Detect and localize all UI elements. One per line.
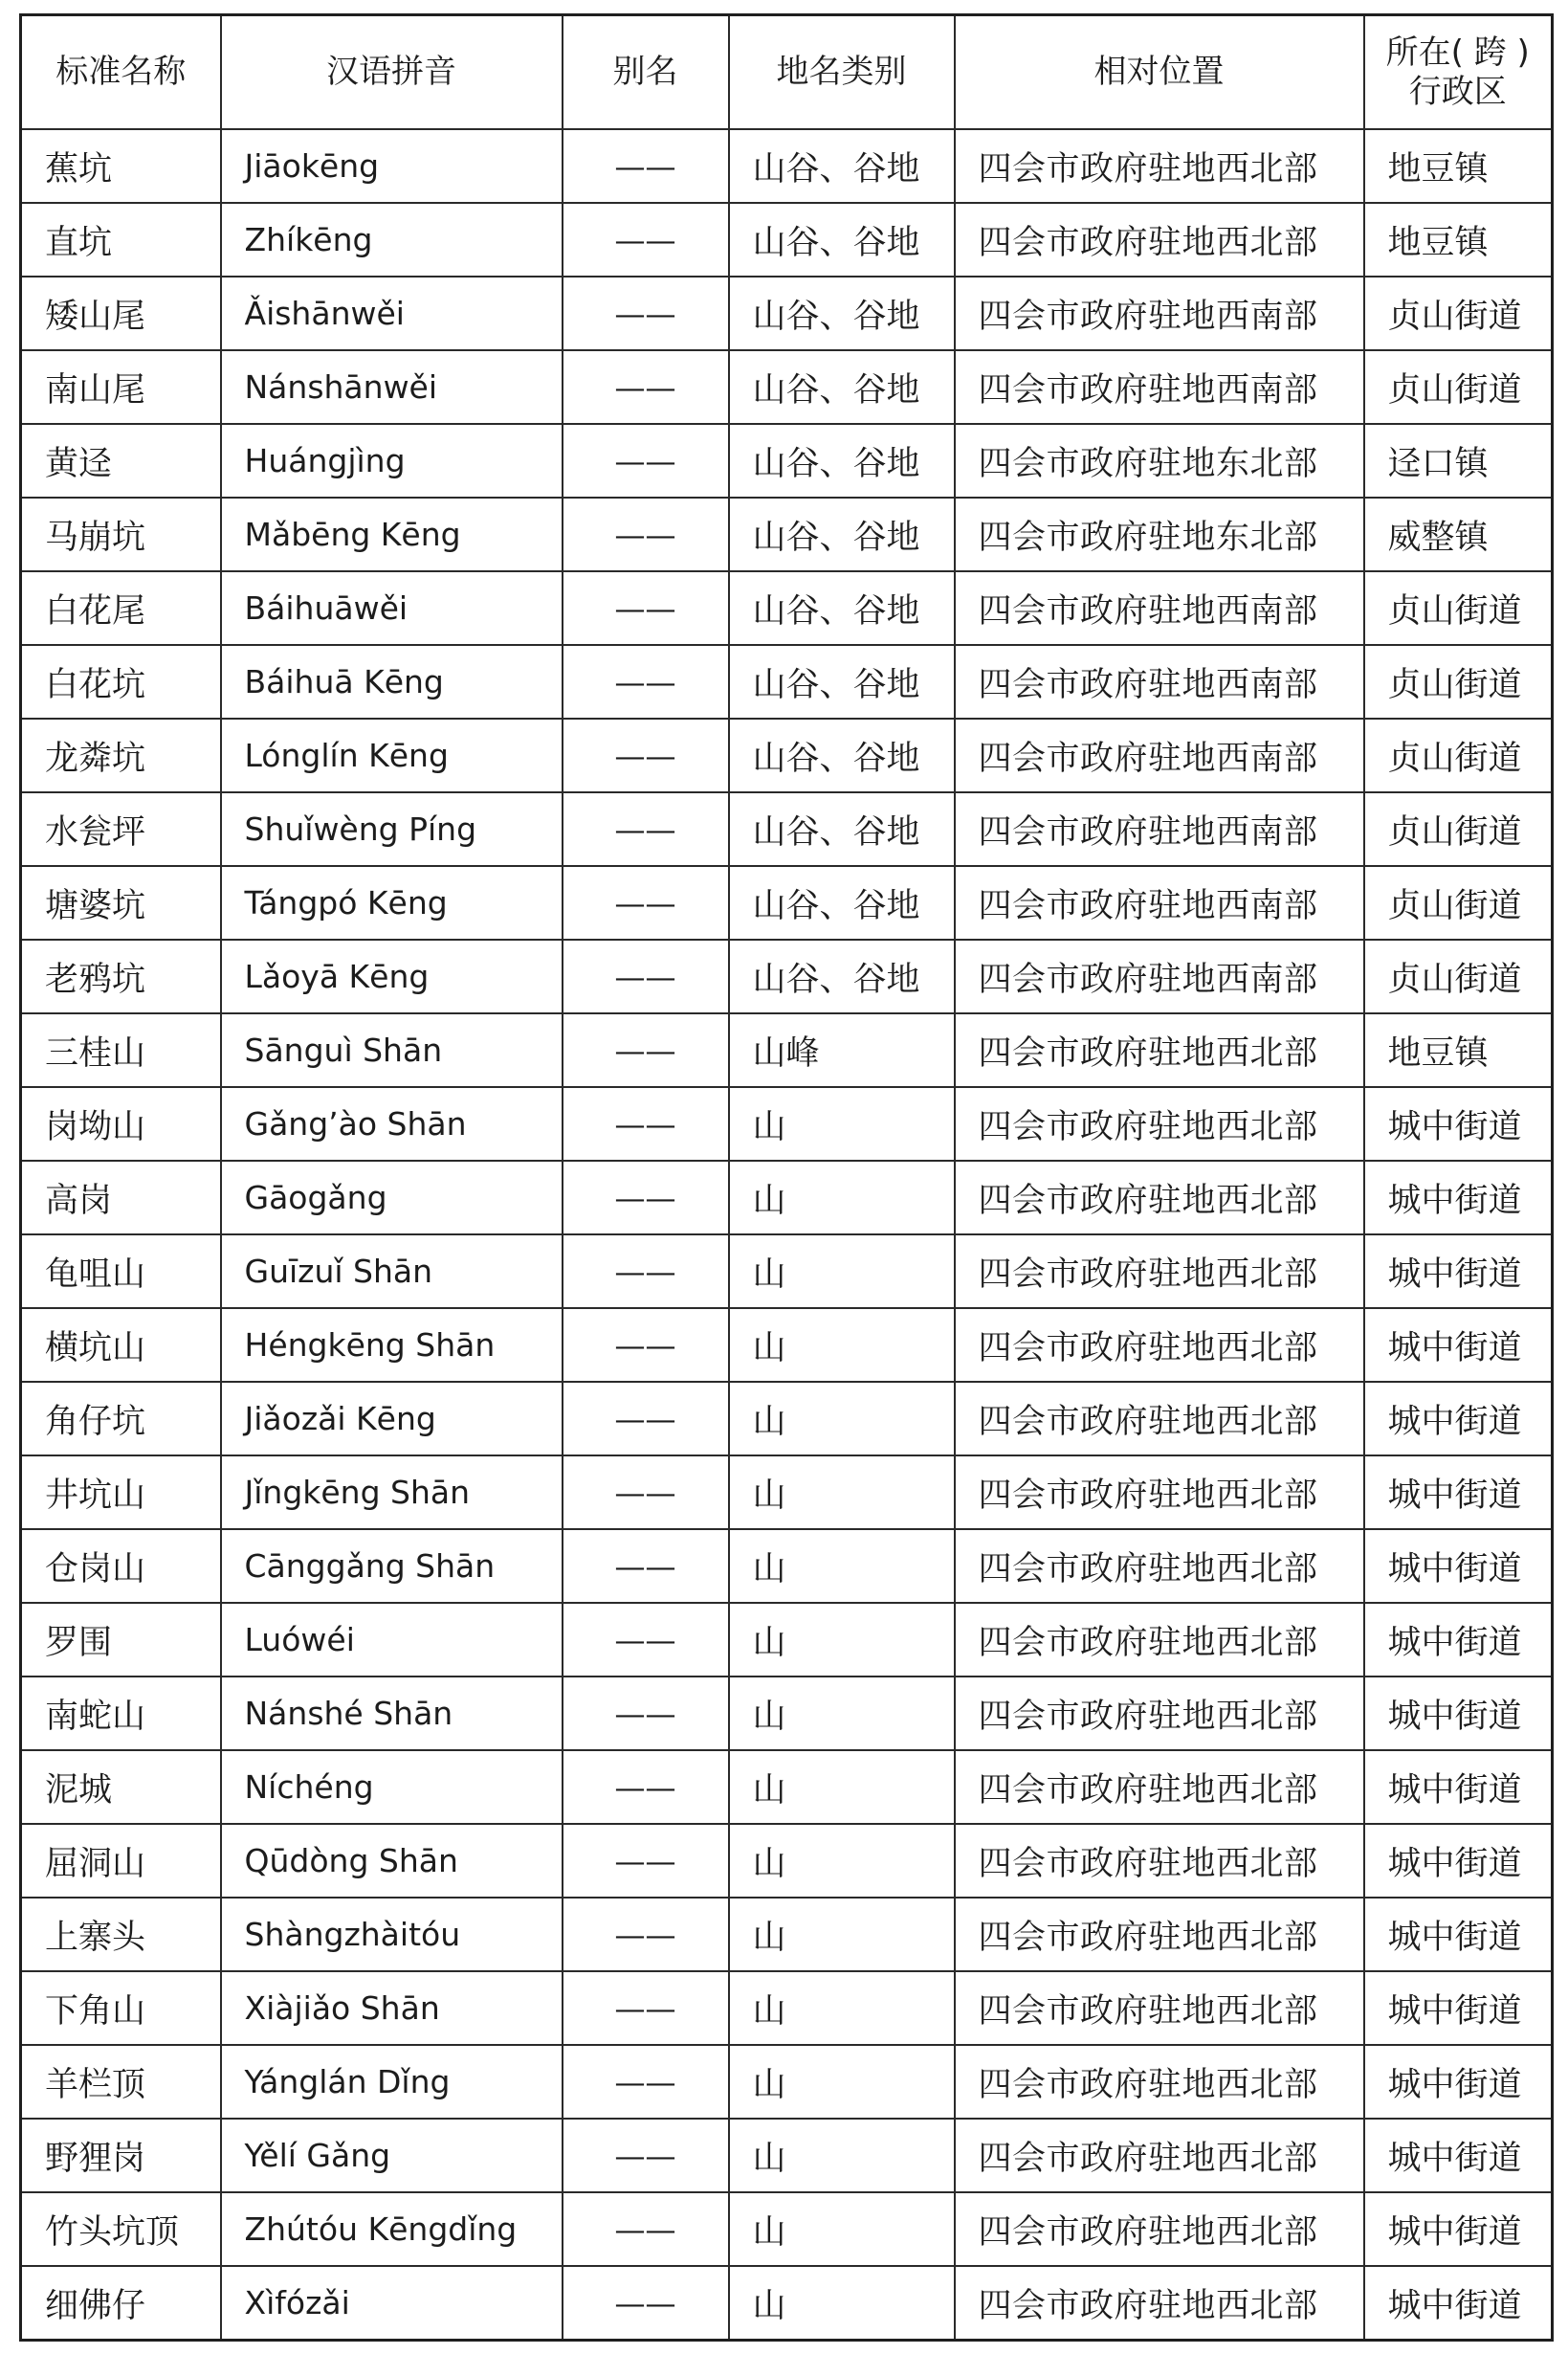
relative-position-cell: 四会市政府驻地西北部: [955, 1013, 1364, 1087]
category-cell: 山谷、谷地: [729, 203, 955, 277]
category-cell: 山: [729, 1677, 955, 1750]
table-row: [21, 2266, 1553, 2341]
place-name-cell: 仓岗山: [21, 1529, 221, 1603]
pinyin-cell: Jǐngkēng Shān: [221, 1455, 563, 1529]
alias-cell: ——: [563, 203, 729, 277]
table-row: [21, 2192, 1553, 2266]
category-cell: 山: [729, 1087, 955, 1161]
district-cell: 城中街道: [1364, 1677, 1553, 1750]
relative-position-cell: 四会市政府驻地东北部: [955, 498, 1364, 571]
district-cell: 地豆镇: [1364, 129, 1553, 203]
category-cell: 山: [729, 1750, 955, 1824]
pinyin-cell: Jiǎozǎi Kēng: [221, 1382, 563, 1455]
alias-cell: ——: [563, 1161, 729, 1234]
category-cell: 山: [729, 2266, 955, 2341]
alias-cell: ——: [563, 1750, 729, 1824]
category-cell: 山: [729, 1971, 955, 2045]
district-cell: 城中街道: [1364, 2266, 1553, 2341]
district-cell: 贞山街道: [1364, 645, 1553, 719]
category-cell: 山: [729, 2045, 955, 2119]
place-name-cell: 南山尾: [21, 350, 221, 424]
category-cell: 山谷、谷地: [729, 129, 955, 203]
place-name-cell: 矮山尾: [21, 277, 221, 350]
alias-cell: ——: [563, 940, 729, 1013]
district-cell: 贞山街道: [1364, 277, 1553, 350]
category-cell: 山谷、谷地: [729, 350, 955, 424]
district-cell: 城中街道: [1364, 1234, 1553, 1308]
pinyin-cell: Qūdòng Shān: [221, 1824, 563, 1898]
relative-position-cell: 四会市政府驻地西北部: [955, 1161, 1364, 1234]
relative-position-cell: 四会市政府驻地西南部: [955, 645, 1364, 719]
alias-cell: ——: [563, 277, 729, 350]
table-row: [21, 129, 1553, 203]
table-row: [21, 498, 1553, 571]
district-cell: 贞山街道: [1364, 571, 1553, 645]
header-category: 地名类别: [729, 15, 955, 130]
place-name-cell: 竹头坑顶: [21, 2192, 221, 2266]
alias-cell: ——: [563, 1455, 729, 1529]
place-name-cell: 野狸岗: [21, 2119, 221, 2192]
relative-position-cell: 四会市政府驻地西北部: [955, 203, 1364, 277]
place-name-cell: 蕉坑: [21, 129, 221, 203]
table-row: [21, 203, 1553, 277]
header-pinyin: 汉语拼音: [221, 15, 563, 130]
alias-cell: ——: [563, 1529, 729, 1603]
alias-cell: ——: [563, 2045, 729, 2119]
alias-cell: ——: [563, 424, 729, 498]
place-name-cell: 塘婆坑: [21, 866, 221, 940]
pinyin-cell: Tángpó Kēng: [221, 866, 563, 940]
alias-cell: ——: [563, 1382, 729, 1455]
district-cell: 贞山街道: [1364, 350, 1553, 424]
pinyin-cell: Cānggǎng Shān: [221, 1529, 563, 1603]
pinyin-cell: Nánshé Shān: [221, 1677, 563, 1750]
table-row: [21, 1677, 1553, 1750]
district-cell: 城中街道: [1364, 1455, 1553, 1529]
alias-cell: ——: [563, 792, 729, 866]
relative-position-cell: 四会市政府驻地西北部: [955, 1750, 1364, 1824]
district-cell: 城中街道: [1364, 1529, 1553, 1603]
district-cell: 城中街道: [1364, 1824, 1553, 1898]
category-cell: 山: [729, 1308, 955, 1382]
place-name-cell: 岗坳山: [21, 1087, 221, 1161]
table-row: [21, 277, 1553, 350]
pinyin-cell: Xìfózǎi: [221, 2266, 563, 2341]
table-row: [21, 792, 1553, 866]
relative-position-cell: 四会市政府驻地西北部: [955, 2192, 1364, 2266]
relative-position-cell: 四会市政府驻地西南部: [955, 571, 1364, 645]
district-cell: 贞山街道: [1364, 792, 1553, 866]
table-row: [21, 940, 1553, 1013]
relative-position-cell: 四会市政府驻地西北部: [955, 1971, 1364, 2045]
alias-cell: ——: [563, 498, 729, 571]
place-name-cell: 水瓮坪: [21, 792, 221, 866]
relative-position-cell: 四会市政府驻地西北部: [955, 1087, 1364, 1161]
pinyin-cell: Huángjìng: [221, 424, 563, 498]
alias-cell: ——: [563, 571, 729, 645]
alias-cell: ——: [563, 645, 729, 719]
alias-cell: ——: [563, 2266, 729, 2341]
district-cell: 贞山街道: [1364, 866, 1553, 940]
category-cell: 山谷、谷地: [729, 498, 955, 571]
place-name-cell: 黄迳: [21, 424, 221, 498]
place-name-cell: 上寨头: [21, 1898, 221, 1971]
table-row: [21, 866, 1553, 940]
district-cell: 城中街道: [1364, 1971, 1553, 2045]
alias-cell: ——: [563, 350, 729, 424]
district-cell: 城中街道: [1364, 1750, 1553, 1824]
pinyin-cell: Yánglán Dǐng: [221, 2045, 563, 2119]
table-row: [21, 350, 1553, 424]
category-cell: 山谷、谷地: [729, 645, 955, 719]
pinyin-cell: Báihuāwěi: [221, 571, 563, 645]
alias-cell: ——: [563, 129, 729, 203]
place-name-cell: 泥城: [21, 1750, 221, 1824]
relative-position-cell: 四会市政府驻地西北部: [955, 1529, 1364, 1603]
relative-position-cell: 四会市政府驻地西南部: [955, 277, 1364, 350]
alias-cell: ——: [563, 1087, 729, 1161]
table-row: [21, 571, 1553, 645]
table-row: [21, 2119, 1553, 2192]
district-cell: 城中街道: [1364, 1161, 1553, 1234]
place-name-cell: 白花坑: [21, 645, 221, 719]
relative-position-cell: 四会市政府驻地西北部: [955, 1898, 1364, 1971]
pinyin-cell: Lǎoyā Kēng: [221, 940, 563, 1013]
pinyin-cell: Jiāokēng: [221, 129, 563, 203]
category-cell: 山峰: [729, 1013, 955, 1087]
pinyin-cell: Ǎishānwěi: [221, 277, 563, 350]
place-name-cell: 龙粦坑: [21, 719, 221, 792]
header-district: [1364, 15, 1553, 130]
table-row: [21, 1898, 1553, 1971]
relative-position-cell: 四会市政府驻地西北部: [955, 1677, 1364, 1750]
pinyin-cell: Yělí Gǎng: [221, 2119, 563, 2192]
pinyin-cell: Héngkēng Shān: [221, 1308, 563, 1382]
district-cell: 地豆镇: [1364, 1013, 1553, 1087]
relative-position-cell: 四会市政府驻地西北部: [955, 2266, 1364, 2341]
district-cell: 贞山街道: [1364, 940, 1553, 1013]
place-name-cell: 下角山: [21, 1971, 221, 2045]
table-row: [21, 1382, 1553, 1455]
place-name-cell: 横坑山: [21, 1308, 221, 1382]
table-row: [21, 1161, 1553, 1234]
pinyin-cell: Guīzuǐ Shān: [221, 1234, 563, 1308]
alias-cell: ——: [563, 2192, 729, 2266]
pinyin-cell: Shàngzhàitóu: [221, 1898, 563, 1971]
place-name-cell: 高岗: [21, 1161, 221, 1234]
place-name-cell: 老鸦坑: [21, 940, 221, 1013]
header-standard-name: 标准名称: [21, 15, 221, 130]
alias-cell: ——: [563, 866, 729, 940]
relative-position-cell: 四会市政府驻地西北部: [955, 2119, 1364, 2192]
pinyin-cell: Sānguì Shān: [221, 1013, 563, 1087]
header-district-line1: 所在( 跨 ): [1385, 33, 1530, 72]
place-name-cell: 三桂山: [21, 1013, 221, 1087]
category-cell: 山谷、谷地: [729, 719, 955, 792]
relative-position-cell: 四会市政府驻地西北部: [955, 1308, 1364, 1382]
table-header-row: [21, 15, 1553, 130]
place-name-cell: 罗围: [21, 1603, 221, 1677]
place-name-cell: 细佛仔: [21, 2266, 221, 2341]
alias-cell: ——: [563, 1308, 729, 1382]
place-name-cell: 马崩坑: [21, 498, 221, 571]
alias-cell: ——: [563, 719, 729, 792]
alias-cell: ——: [563, 1971, 729, 2045]
header-district-line2: 行政区: [1408, 72, 1507, 111]
category-cell: 山: [729, 1161, 955, 1234]
category-cell: 山谷、谷地: [729, 940, 955, 1013]
place-name-cell: 角仔坑: [21, 1382, 221, 1455]
place-name-cell: 龟咀山: [21, 1234, 221, 1308]
pinyin-cell: Báihuā Kēng: [221, 645, 563, 719]
table-row: [21, 1824, 1553, 1898]
category-cell: 山: [729, 1529, 955, 1603]
district-cell: 威整镇: [1364, 498, 1553, 571]
pinyin-cell: Zhíkēng: [221, 203, 563, 277]
place-name-cell: 羊栏顶: [21, 2045, 221, 2119]
place-name-cell: 白花尾: [21, 571, 221, 645]
alias-cell: ——: [563, 1824, 729, 1898]
table-row: [21, 1971, 1553, 2045]
pinyin-cell: Shuǐwèng Píng: [221, 792, 563, 866]
district-cell: 城中街道: [1364, 1603, 1553, 1677]
pinyin-cell: Lónglín Kēng: [221, 719, 563, 792]
relative-position-cell: 四会市政府驻地西北部: [955, 129, 1364, 203]
category-cell: 山谷、谷地: [729, 277, 955, 350]
district-cell: 迳口镇: [1364, 424, 1553, 498]
alias-cell: ——: [563, 1677, 729, 1750]
place-name-cell: 直坑: [21, 203, 221, 277]
table-row: [21, 1308, 1553, 1382]
pinyin-cell: Gǎng’ào Shān: [221, 1087, 563, 1161]
relative-position-cell: 四会市政府驻地西北部: [955, 1382, 1364, 1455]
relative-position-cell: 四会市政府驻地西北部: [955, 1824, 1364, 1898]
category-cell: 山谷、谷地: [729, 866, 955, 940]
table-row: [21, 719, 1553, 792]
district-cell: 城中街道: [1364, 1382, 1553, 1455]
table-row: [21, 1013, 1553, 1087]
relative-position-cell: 四会市政府驻地西南部: [955, 719, 1364, 792]
relative-position-cell: 四会市政府驻地西南部: [955, 350, 1364, 424]
category-cell: 山谷、谷地: [729, 571, 955, 645]
relative-position-cell: 四会市政府驻地西北部: [955, 2045, 1364, 2119]
table-row: [21, 1234, 1553, 1308]
category-cell: 山: [729, 1455, 955, 1529]
table-row: [21, 1455, 1553, 1529]
district-cell: 城中街道: [1364, 1308, 1553, 1382]
relative-position-cell: 四会市政府驻地西北部: [955, 1455, 1364, 1529]
relative-position-cell: 四会市政府驻地西南部: [955, 792, 1364, 866]
alias-cell: ——: [563, 1234, 729, 1308]
table-row: [21, 645, 1553, 719]
pinyin-cell: Níchéng: [221, 1750, 563, 1824]
relative-position-cell: 四会市政府驻地西北部: [955, 1603, 1364, 1677]
category-cell: 山: [729, 2119, 955, 2192]
pinyin-cell: Gāogǎng: [221, 1161, 563, 1234]
alias-cell: ——: [563, 1603, 729, 1677]
category-cell: 山谷、谷地: [729, 424, 955, 498]
place-name-cell: 井坑山: [21, 1455, 221, 1529]
header-alias: 别名: [563, 15, 729, 130]
district-cell: 城中街道: [1364, 2119, 1553, 2192]
district-cell: 城中街道: [1364, 2045, 1553, 2119]
category-cell: 山谷、谷地: [729, 792, 955, 866]
category-cell: 山: [729, 1382, 955, 1455]
relative-position-cell: 四会市政府驻地西北部: [955, 1234, 1364, 1308]
district-cell: 城中街道: [1364, 1087, 1553, 1161]
table-row: [21, 2045, 1553, 2119]
relative-position-cell: 四会市政府驻地西南部: [955, 866, 1364, 940]
place-name-cell: 屈洞山: [21, 1824, 221, 1898]
table-row: [21, 1529, 1553, 1603]
pinyin-cell: Xiàjiǎo Shān: [221, 1971, 563, 2045]
category-cell: 山: [729, 2192, 955, 2266]
district-cell: 城中街道: [1364, 1898, 1553, 1971]
table-row: [21, 1087, 1553, 1161]
table-row: [21, 1603, 1553, 1677]
district-cell: 贞山街道: [1364, 719, 1553, 792]
category-cell: 山: [729, 1898, 955, 1971]
alias-cell: ——: [563, 1898, 729, 1971]
place-name-cell: 南蛇山: [21, 1677, 221, 1750]
place-name-table: [19, 13, 1554, 2342]
pinyin-cell: Nánshānwěi: [221, 350, 563, 424]
pinyin-cell: Luówéi: [221, 1603, 563, 1677]
table-row: [21, 424, 1553, 498]
pinyin-cell: Zhútóu Kēngdǐng: [221, 2192, 563, 2266]
alias-cell: ——: [563, 1013, 729, 1087]
relative-position-cell: 四会市政府驻地东北部: [955, 424, 1364, 498]
category-cell: 山: [729, 1603, 955, 1677]
header-relative-position: 相对位置: [955, 15, 1364, 130]
category-cell: 山: [729, 1824, 955, 1898]
category-cell: 山: [729, 1234, 955, 1308]
alias-cell: ——: [563, 2119, 729, 2192]
pinyin-cell: Mǎbēng Kēng: [221, 498, 563, 571]
district-cell: 地豆镇: [1364, 203, 1553, 277]
relative-position-cell: 四会市政府驻地西南部: [955, 940, 1364, 1013]
district-cell: 城中街道: [1364, 2192, 1553, 2266]
table-row: [21, 1750, 1553, 1824]
